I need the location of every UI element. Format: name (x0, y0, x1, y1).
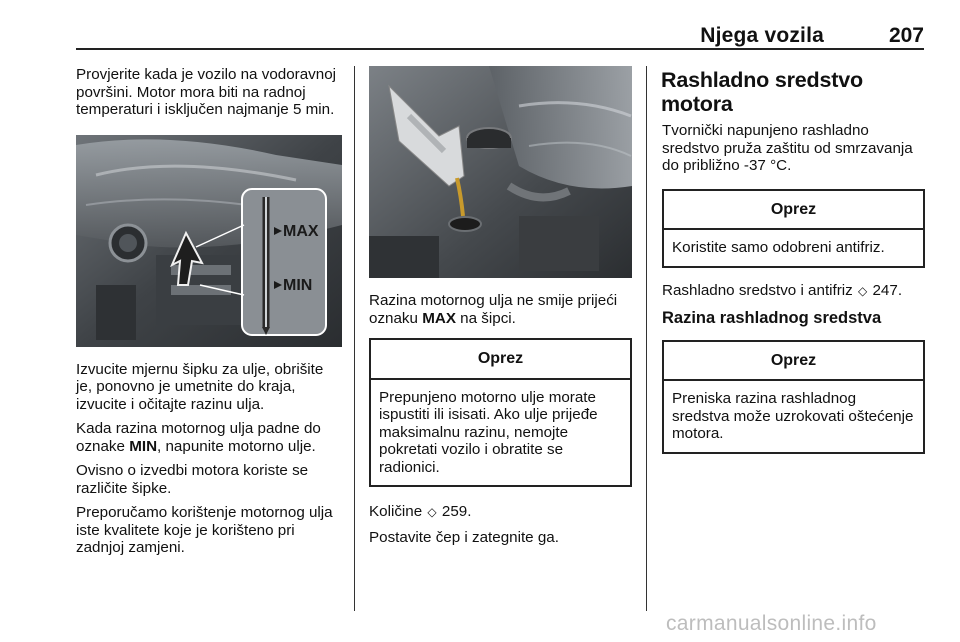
text-max-bold: MAX (422, 309, 456, 327)
column-divider-right (646, 66, 647, 611)
reference-icon: ◇ (427, 505, 437, 519)
text-min-bold: MIN (129, 437, 158, 455)
engine-dipstick-image (76, 135, 342, 347)
oil-filling-illustration (369, 66, 632, 278)
paragraph-quantities (369, 503, 632, 522)
text-after-max: na šipci. (455, 309, 516, 327)
caution-body: Preniska razina rashladnog sredstva može uzrokovati oštećenje motora. (672, 390, 914, 442)
oil-filling-image (369, 66, 632, 278)
subheading-coolant-level: Razina rashladnog sredstva (662, 309, 882, 327)
reference-icon: ◇ (858, 283, 868, 298)
paragraph-fit-cap: Postavite čep i zategnite ga. (369, 528, 559, 546)
dipstick-illustration (76, 135, 342, 347)
paragraph-dipstick-variants: Ovisno o izvedbi motora koriste se različite šipke. (76, 462, 309, 497)
dipstick-min-label: MIN (283, 276, 313, 294)
caution-box-low-coolant (662, 340, 925, 454)
coolant-ref-text: Rashladno sredstvo i antifriz (662, 281, 853, 299)
dipstick-max-label: MAX (283, 222, 319, 240)
paragraph-check-level: Provjerite kada je vozilo na vodoravnoj površini. Motor mora biti na radnoj temperaturi i isključen najmanje 5 min. (76, 66, 337, 118)
page-number: 207 (888, 24, 924, 47)
text-before-max: Razina motornog ulja ne smije prijeći oznaku (369, 292, 618, 327)
paragraph-coolant-intro: Tvornički napunjeno rashladno sredstvo pruža zaštitu od smrzavanja do približno -37 °C. (662, 122, 913, 174)
caution-box-overfill (369, 338, 632, 487)
caution-box-antifreeze (662, 189, 925, 268)
watermark: carmanualsonline.info (666, 612, 877, 635)
page-header (76, 18, 924, 50)
section-heading-coolant: Rashladno sredstvo motora (661, 68, 863, 116)
column-divider-left (354, 66, 355, 611)
paragraph-max-warning (369, 292, 632, 327)
quantities-text: Količine (369, 503, 423, 520)
caution-body: Koristite samo odobreni antifriz. (672, 239, 885, 256)
coolant-page-ref[interactable]: 247. (872, 281, 903, 299)
column-middle (369, 66, 632, 553)
text-after-min: , napunite motorno ulje. (157, 437, 316, 455)
paragraph-coolant-ref (662, 282, 925, 301)
paragraph-min-level (76, 420, 342, 455)
column-left (76, 66, 342, 564)
paragraph-oil-recommendation: Preporučamo korištenje motornog ulja iste kvalitete koje je korišteno pri zadnjoj zamjeni. (76, 504, 333, 556)
text-before-min: Kada razina motornog ulja padne do oznake (76, 420, 321, 455)
quantities-page-ref[interactable]: 259. (441, 503, 472, 520)
caution-title: Oprez (664, 342, 923, 382)
caution-title: Oprez (371, 340, 630, 380)
caution-title: Oprez (664, 191, 923, 231)
section-title: Njega vozila (700, 24, 824, 47)
paragraph-pull-dipstick: Izvucite mjernu šipku za ulje, obrišite je, ponovno je umetnite do kraja, izvucite i očitajte razinu ulja. (76, 360, 324, 413)
column-right (662, 66, 925, 454)
caution-body: Prepunjeno motorno ulje morate ispustiti ili isisati. Ako ulje prijeđe maksimalnu razinu, nemojte pokretati vozilo i obratite se radionici. (379, 388, 598, 476)
